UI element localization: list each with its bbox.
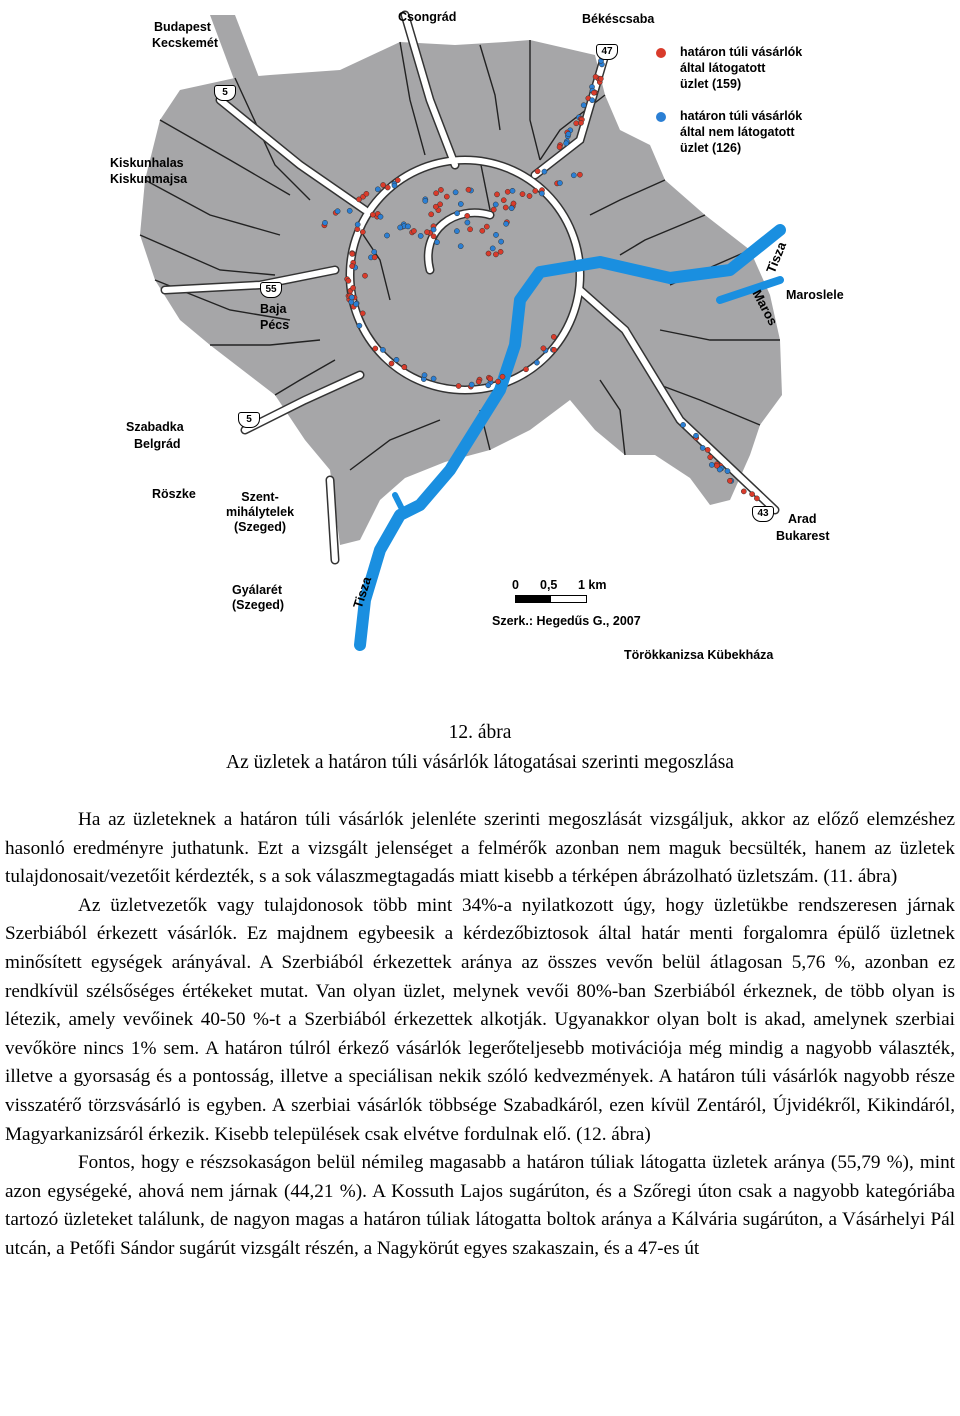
shop-point-visited xyxy=(360,311,365,316)
shop-point-not-visited xyxy=(534,360,539,365)
label-arad: Arad xyxy=(788,512,817,526)
shop-point-not-visited xyxy=(469,382,474,387)
shop-point-not-visited xyxy=(322,220,327,225)
paragraph-1: Ha az üzleteknek a határon túli vásárlók jelenléte szerinti megoszlását vizsgáljuk, akkor az előző elemzéshez hasonló eredményre juthatunk. Ezt a vizsgált jelenséget a felmérők azonban nem maguk becsülték, hanem az üzletek tulajdonosait/vezetőit kérdezték, s a sok válaszmegtagadás miatt kisebb a térképen ábrázolható üzletszám. (11. ábra) xyxy=(5,809,955,888)
shop-point-not-visited xyxy=(725,469,730,474)
label-kiskunmajsa: Kiskunmajsa xyxy=(110,172,188,186)
label-szabadka: Szabadka xyxy=(126,420,184,434)
scale-label-1km: 1 km xyxy=(578,578,607,592)
road-shield-55: 55 xyxy=(260,282,282,298)
legend-visited xyxy=(680,44,802,92)
shop-point-not-visited xyxy=(375,187,380,192)
shop-point-visited xyxy=(574,121,579,126)
shop-point-visited xyxy=(355,227,360,232)
shop-point-visited xyxy=(444,194,449,199)
label-baja: Baja xyxy=(260,302,287,316)
shop-point-not-visited xyxy=(347,208,352,213)
shop-point-not-visited xyxy=(493,202,498,207)
shop-point-visited xyxy=(484,224,489,229)
river-label-maros: Maros xyxy=(749,287,781,328)
shop-point-visited xyxy=(385,185,390,190)
road-shield-5-south: 5 xyxy=(238,412,260,428)
shop-point-visited xyxy=(493,252,498,257)
legend-not-visited-line1: határon túli vásárlók xyxy=(680,109,803,123)
shop-point-not-visited xyxy=(431,227,436,232)
shop-point-not-visited xyxy=(431,376,436,381)
label-torokkanizsa: Törökkanizsa Kübekháza xyxy=(624,648,774,662)
shop-point-visited xyxy=(708,455,713,460)
shop-point-not-visited xyxy=(398,225,403,230)
shop-point-visited xyxy=(362,273,367,278)
shop-point-not-visited xyxy=(693,433,698,438)
label-szentmihalytelek-line2: mihálytelek xyxy=(225,505,295,519)
legend-visited-line2: által látogatott xyxy=(680,61,766,75)
shop-point-visited xyxy=(424,230,429,235)
figure-number: 12. ábra xyxy=(448,722,512,743)
shop-point-visited xyxy=(465,213,470,218)
shop-point-not-visited xyxy=(700,445,705,450)
shop-point-not-visited xyxy=(454,229,459,234)
map-canvas xyxy=(60,0,880,670)
shop-point-visited xyxy=(511,201,516,206)
river-label-tisza-ne: Tisza xyxy=(763,239,790,276)
shop-point-not-visited xyxy=(510,188,515,193)
shop-point-not-visited xyxy=(380,347,385,352)
shop-point-visited xyxy=(402,365,407,370)
label-szentmihalytelek-line1: Szent- xyxy=(241,490,279,504)
label-kiskunhalas: Kiskunhalas xyxy=(110,156,184,170)
shop-point-visited xyxy=(593,74,598,79)
shop-point-visited xyxy=(750,492,755,497)
map-credit: Szerk.: Hegedűs G., 2007 xyxy=(492,614,641,628)
shop-point-visited xyxy=(533,188,538,193)
shop-point-visited xyxy=(370,212,375,217)
shop-point-visited xyxy=(495,379,500,384)
legend-visited-line1: határon túli vásárlók xyxy=(680,45,803,59)
shop-point-visited xyxy=(395,178,400,183)
shop-point-visited xyxy=(598,76,603,81)
shop-point-visited xyxy=(541,346,546,351)
shop-point-visited xyxy=(741,489,746,494)
shop-point-not-visited xyxy=(542,169,547,174)
district-map-figure xyxy=(60,0,880,670)
shop-point-not-visited xyxy=(423,198,428,203)
shop-point-not-visited xyxy=(499,239,504,244)
shop-point-visited xyxy=(456,383,461,388)
shop-point-not-visited xyxy=(394,357,399,362)
shop-point-not-visited xyxy=(590,98,595,103)
shop-point-visited xyxy=(433,204,438,209)
label-pecs: Pécs xyxy=(260,318,290,332)
shop-point-not-visited xyxy=(486,383,491,388)
shop-point-visited xyxy=(411,228,416,233)
shop-point-not-visited xyxy=(418,233,423,238)
shop-point-visited xyxy=(557,145,562,150)
road-shield-5-north: 5 xyxy=(214,85,236,101)
label-kecskemet: Kecskemét xyxy=(152,36,219,50)
shop-point-not-visited xyxy=(709,462,714,467)
shop-point-not-visited xyxy=(453,190,458,195)
shop-point-not-visited xyxy=(335,209,340,214)
shop-point-visited xyxy=(501,198,506,203)
shop-point-visited xyxy=(389,361,394,366)
shop-point-visited xyxy=(754,496,759,501)
shop-point-visited xyxy=(468,227,473,232)
shop-point-not-visited xyxy=(455,211,460,216)
shop-point-not-visited xyxy=(422,373,427,378)
shop-point-visited xyxy=(494,192,499,197)
label-budapest: Budapest xyxy=(154,20,211,34)
label-roszke: Röszke xyxy=(152,487,196,501)
scale-bar xyxy=(515,595,587,603)
shop-point-visited xyxy=(578,120,583,125)
shop-point-visited xyxy=(491,207,496,212)
shop-point-visited xyxy=(360,229,365,234)
shop-point-visited xyxy=(498,249,503,254)
shop-point-not-visited xyxy=(557,180,562,185)
label-szentmihalytelek xyxy=(224,490,296,535)
shop-point-visited xyxy=(551,334,556,339)
shop-point-visited xyxy=(434,191,439,196)
shop-point-visited xyxy=(520,192,525,197)
legend-not-visited xyxy=(680,108,802,156)
shop-point-visited xyxy=(346,278,351,283)
shop-point-not-visited xyxy=(355,222,360,227)
legend-not-visited-line3: üzlet (126) xyxy=(680,141,742,155)
shop-point-not-visited xyxy=(564,141,569,146)
legend-blue-dot xyxy=(656,112,666,122)
shop-point-visited xyxy=(350,251,355,256)
label-bekescsaba: Békéscsaba xyxy=(582,12,655,26)
shop-point-visited xyxy=(486,251,491,256)
shop-point-visited xyxy=(705,447,710,452)
shop-point-not-visited xyxy=(349,295,354,300)
shop-point-not-visited xyxy=(465,220,470,225)
shop-point-visited xyxy=(429,212,434,217)
shop-point-visited xyxy=(476,379,481,384)
shop-point-not-visited xyxy=(357,323,362,328)
figure-title: Az üzletek a határon túli vásárlók látogatásai szerinti megoszlása xyxy=(226,752,734,773)
road-shield-43: 43 xyxy=(752,506,774,522)
shop-point-not-visited xyxy=(458,201,463,206)
shop-point-not-visited xyxy=(405,224,410,229)
shop-point-not-visited xyxy=(354,302,359,307)
shop-point-not-visited xyxy=(490,246,495,251)
scale-label-half: 0,5 xyxy=(540,578,558,592)
label-gyalaret-line2: (Szeged) xyxy=(232,598,285,612)
label-csongrad: Csongrád xyxy=(398,10,457,24)
label-belgrad: Belgrád xyxy=(134,437,181,451)
shop-point-visited xyxy=(523,367,528,372)
shop-point-not-visited xyxy=(392,183,397,188)
shop-point-not-visited xyxy=(458,244,463,249)
shop-point-visited xyxy=(577,172,582,177)
shop-point-not-visited xyxy=(566,132,571,137)
body-text xyxy=(5,806,955,1264)
shop-point-not-visited xyxy=(378,214,383,219)
shop-point-visited xyxy=(527,193,532,198)
label-szentmihalytelek-line3: (Szeged) xyxy=(233,520,287,534)
shop-point-visited xyxy=(727,478,732,483)
shop-point-visited xyxy=(373,346,378,351)
label-maroslele: Maroslele xyxy=(786,288,844,302)
paragraph-2: Az üzletvezetők vagy tulajdonosok több mint 34%-a nyilatkozott úgy, hogy üzletükbe rendszeresen járnak Szerbiából érkezett vásárlók. Ez majdnem egybeesik a kérdezőbiztosok által határ menti forgalomra épülő üzletnek minősített egységek arányával. A Szerbiából érkezettek aránya az összes vevőn belül átlagosan 5,76 %, azonban ez rendkívül szélsőséges értékeket mutat. Van olyan üzlet, melynek vevői 80%-ban Szerbiából érkeznek, de több olyan is létezik, amely vevőinek 40-50 %-t a Szerbiából érkezettek alkotják. Ugyanakkor olyan bolt is akad, amelynek szerbiai vevőköre nincs 1% sem. A határon túlról érkező vásárlók legerőteljesebb motivációja még mindig a nagyobb választék, illetve a gyorsaság és a pontosság, illetve a speciálisan nekik szóló kedvezmények. A határon túli vásárlók nagyobb része visszatérő törzsvásárló is egyben. A szerbiai vásárlók többsége Szabadkáról, ezen kívül Zentáról, Újvidékről, Kikindáról, Magyarkanizsáról érkezik. Kisebb települések csak elvétve fordulnak elő. (12. ábra) xyxy=(5,894,955,1145)
shop-point-visited xyxy=(364,191,369,196)
shop-point-visited xyxy=(466,187,471,192)
shop-point-not-visited xyxy=(493,232,498,237)
shop-point-visited xyxy=(381,182,386,187)
shop-point-visited xyxy=(552,347,557,352)
shop-point-visited xyxy=(372,255,377,260)
shop-point-not-visited xyxy=(504,221,509,226)
label-bukarest: Bukarest xyxy=(776,529,830,543)
shop-point-not-visited xyxy=(539,191,544,196)
legend-visited-line3: üzlet (159) xyxy=(680,77,742,91)
scale-label-0: 0 xyxy=(512,578,519,592)
road-shield-47: 47 xyxy=(596,44,618,60)
shop-point-visited xyxy=(488,376,493,381)
legend-red-dot xyxy=(656,48,666,58)
shop-point-not-visited xyxy=(681,422,686,427)
shop-point-visited xyxy=(505,189,510,194)
shop-point-visited xyxy=(503,205,508,210)
shop-point-visited xyxy=(535,169,540,174)
label-gyalaret xyxy=(232,583,284,613)
river-label-tisza-sw: Tisza xyxy=(350,574,375,611)
shop-point-visited xyxy=(500,374,505,379)
label-gyalaret-line1: Gyálarét xyxy=(232,583,283,597)
shop-point-not-visited xyxy=(581,103,586,108)
shop-point-visited xyxy=(714,463,719,468)
shop-point-visited xyxy=(438,187,443,192)
shop-point-visited xyxy=(350,264,355,269)
shop-point-not-visited xyxy=(509,206,514,211)
shop-point-not-visited xyxy=(434,240,439,245)
paragraph-3: Fontos, hogy e részsokaságon belül némileg magasabb a határon túliak látogatta üzletek aránya (55,79 %), mint azon egységeké, ahová nem járnak (44,21 %). A Kossuth Lajos sugárúton, és a Szőregi úton csak a nagyobb kategóriába tartozó üzleteket találunk, de nagyon magas a határon túliak látogatta boltok aránya a Kálvária sugárúton, a Vásárhelyi Pál utcán, a Petőfi Sándor sugárút vizsgált részén, a Nagykörút egyes szakaszain, és a 47-es út xyxy=(5,1152,955,1259)
shop-point-visited xyxy=(480,228,485,233)
shop-point-not-visited xyxy=(384,233,389,238)
shop-point-visited xyxy=(591,90,596,95)
shop-point-visited xyxy=(431,234,436,239)
legend-not-visited-line2: által nem látogatott xyxy=(680,125,795,139)
shop-point-not-visited xyxy=(571,173,576,178)
shop-point-not-visited xyxy=(372,249,377,254)
shop-point-visited xyxy=(351,285,356,290)
